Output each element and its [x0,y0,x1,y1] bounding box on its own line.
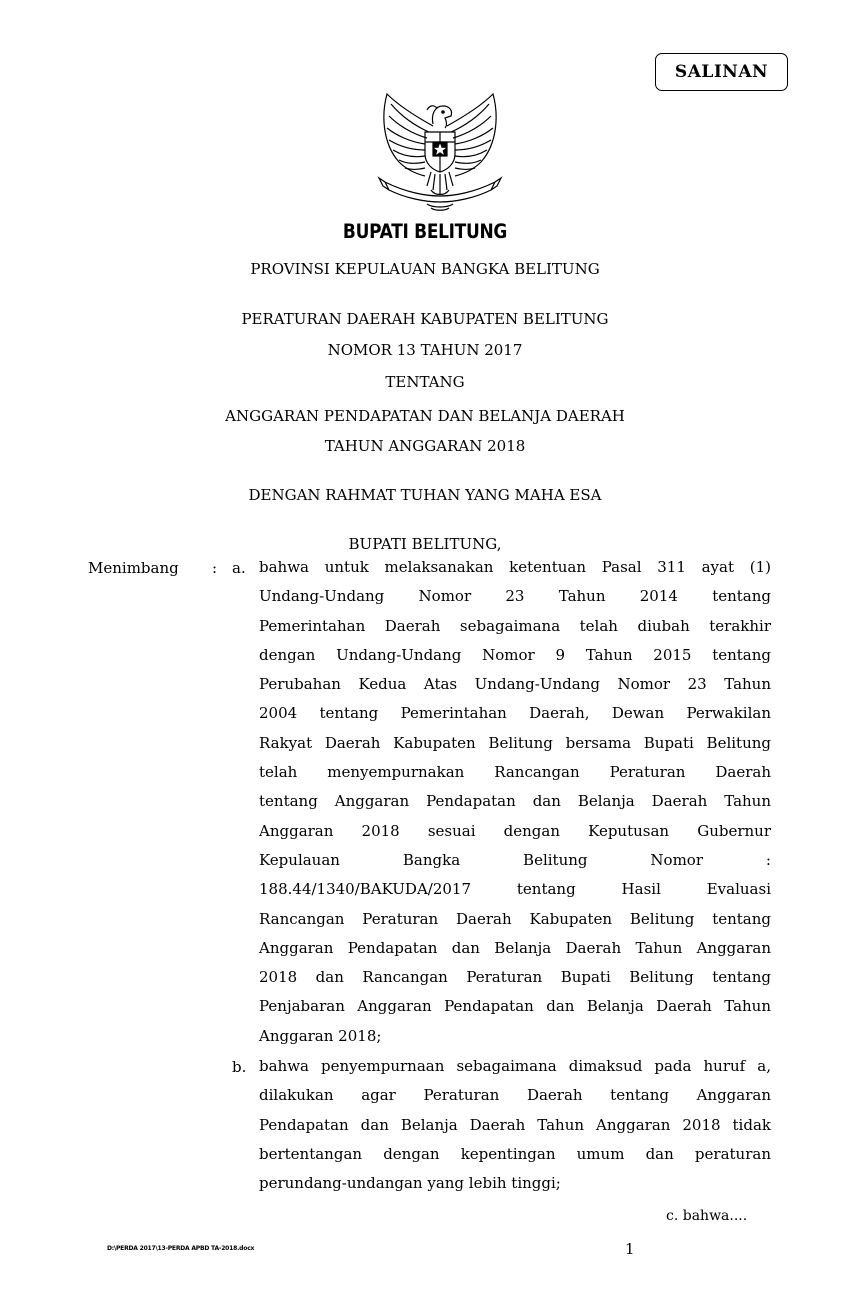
paragraph-line: telah menyempurnakan Rancangan Peraturan Daerah [259,763,771,782]
garuda-emblem-icon [375,86,505,212]
paragraph-line: Pemerintahan Daerah sebagaimana telah diubah terakhir [259,616,771,635]
considering-colon: : [212,559,218,577]
considering-item-a [259,553,771,1051]
salinan-stamp [655,53,788,91]
regulation-number: NOMOR 13 TAHUN 2017 [327,341,523,359]
paragraph-line: bahwa untuk melaksanakan ketentuan Pasal 311 ayat (1) [259,558,771,576]
continuation-note: c. bahwa.... [666,1208,748,1224]
paragraph-line: dilakukan agar Peraturan Daerah tentang Anggaran [259,1086,771,1105]
paragraph-line: Anggaran Pendapatan dan Belanja Daerah Tahun Anggaran [259,938,771,957]
regulation-subject: ANGGARAN PENDAPATAN DAN BELANJA DAERAH [225,407,625,425]
considering-label: Menimbang [88,559,179,577]
paragraph-line: Penjabaran Anggaran Pendapatan dan Belanja Daerah Tahun [259,997,771,1016]
file-path: D:\PERDA 2017\13-PERDA APBD TA-2018.docx [107,1245,255,1252]
paragraph-line: Undang-Undang Nomor 23 Tahun 2014 tentang [259,587,771,606]
province-name: PROVINSI KEPULAUAN BANGKA BELITUNG [250,260,600,278]
item-letter-b: b. [232,1058,247,1076]
item-letter-a: a. [232,559,246,577]
office-title: BUPATI BELITUNG [342,220,508,244]
stamp-label: SALINAN [674,62,769,82]
regulation-title: PERATURAN DAERAH KABUPATEN BELITUNG [241,310,609,328]
considering-item-b [259,1052,771,1198]
paragraph-line: Kepulauan Bangka Belitung Nomor : [259,850,771,869]
paragraph-line: bertentangan dengan kepentingan umum dan peraturan [259,1144,771,1163]
paragraph-line: 2004 tentang Pemerintahan Daerah, Dewan Perwakilan [259,704,771,723]
paragraph-line: Rancangan Peraturan Daerah Kabupaten Belitung tentang [259,909,771,928]
paragraph-line: tentang Anggaran Pendapatan dan Belanja Daerah Tahun [259,792,771,811]
fiscal-year: TAHUN ANGGARAN 2018 [324,437,526,455]
paragraph-line: Rakyat Daerah Kabupaten Belitung bersama Bupati Belitung [259,733,771,752]
paragraph-line: 2018 dan Rancangan Peraturan Bupati Belitung tentang [259,968,771,987]
paragraph-line: Pendapatan dan Belanja Daerah Tahun Anggaran 2018 tidak [259,1115,771,1134]
paragraph-line: Anggaran 2018; [259,1026,382,1045]
paragraph-line: bahwa penyempurnaan sebagaimana dimaksud pada huruf a, [259,1057,771,1075]
page-number: 1 [625,1240,635,1258]
paragraph-line: perundang-undangan yang lebih tinggi; [259,1174,561,1193]
paragraph-line: Perubahan Kedua Atas Undang-Undang Nomor 23 Tahun [259,675,771,694]
paragraph-line: Anggaran 2018 sesuai dengan Keputusan Gubernur [259,821,771,840]
invocation: DENGAN RAHMAT TUHAN YANG MAHA ESA [248,486,602,504]
paragraph-line: 188.44/1340/BAKUDA/2017 tentang Hasil Evaluasi [259,880,771,899]
paragraph-line: dengan Undang-Undang Nomor 9 Tahun 2015 tentang [259,645,771,664]
about-label: TENTANG [385,373,465,391]
issuer-line: BUPATI BELITUNG, [348,535,502,553]
